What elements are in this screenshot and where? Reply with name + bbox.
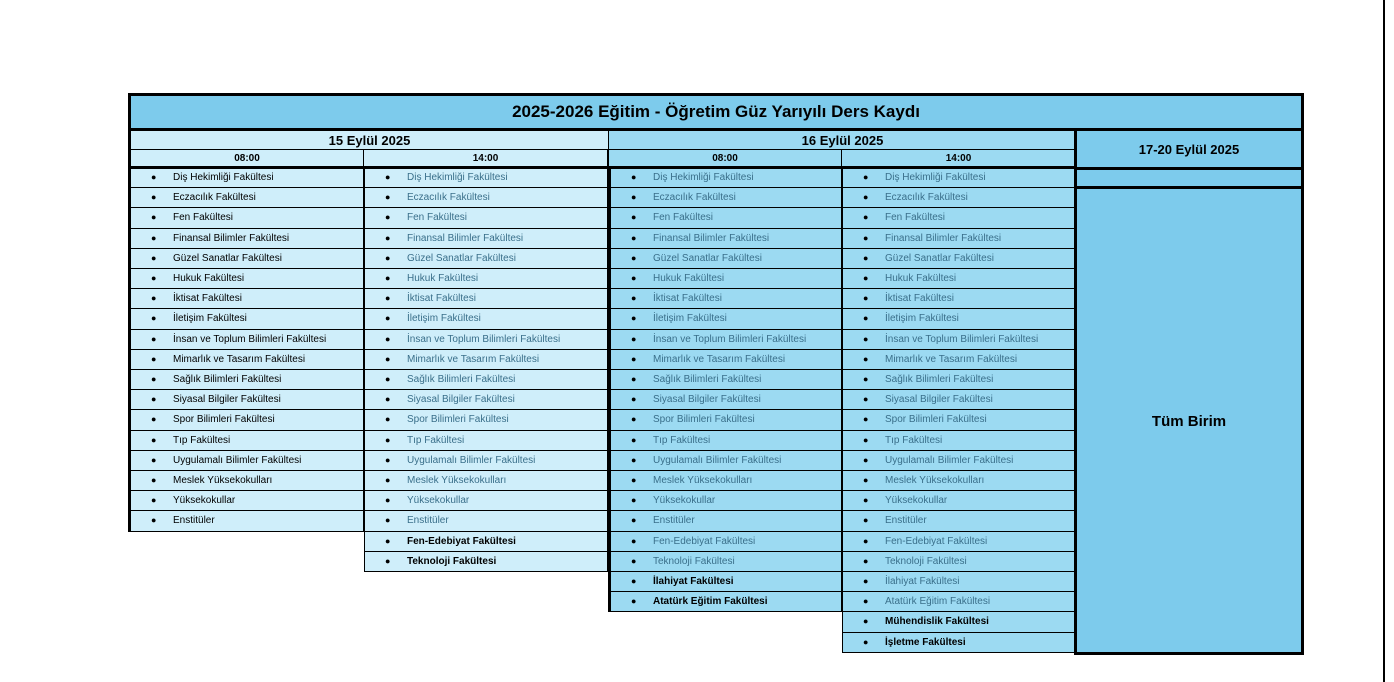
list-item	[843, 532, 1075, 552]
list-item	[365, 370, 607, 390]
list-item	[131, 168, 363, 188]
list-item	[365, 229, 607, 249]
list-item	[843, 249, 1075, 269]
bullet-icon: ●	[631, 192, 637, 203]
list-item	[131, 330, 363, 350]
time-header-d1-1400: 14:00	[364, 150, 608, 167]
faculty-name: Spor Bilimleri Fakültesi	[407, 414, 509, 426]
list-item	[611, 350, 841, 370]
faculty-name: Yüksekokullar	[653, 495, 716, 507]
faculty-name: Finansal Bilimler Fakültesi	[407, 232, 524, 244]
page-right-rule	[1383, 0, 1385, 682]
bullet-icon: ●	[863, 495, 869, 506]
faculty-name: Enstitüler	[885, 515, 927, 527]
bullet-icon: ●	[863, 333, 869, 344]
faculty-name: Yüksekokullar	[173, 495, 236, 507]
list-item	[843, 188, 1075, 208]
faculty-name: İktisat Fakültesi	[173, 293, 242, 305]
faculty-name: Diş Hekimliği Fakültesi	[653, 172, 754, 184]
faculty-name: Uygulamalı Bilimler Fakültesi	[407, 454, 536, 466]
faculty-name: Enstitüler	[173, 515, 215, 527]
bullet-icon: ●	[863, 576, 869, 587]
all-units-label: Tüm Birim	[1076, 189, 1302, 654]
header-rule	[128, 166, 1076, 169]
bullet-icon: ●	[385, 293, 391, 304]
list-item	[611, 552, 841, 572]
bullet-icon: ●	[385, 172, 391, 183]
bullet-icon: ●	[385, 454, 391, 465]
list-item	[843, 511, 1075, 531]
faculty-name: Teknoloji Fakültesi	[885, 555, 967, 567]
list-item	[611, 289, 841, 309]
list-item	[843, 229, 1075, 249]
list-item	[131, 491, 363, 511]
faculty-name: Siyasal Bilgiler Fakültesi	[653, 394, 761, 406]
date-header-day2: 16 Eylül 2025	[608, 131, 1076, 150]
faculty-name: Mimarlık ve Tasarım Fakültesi	[653, 353, 786, 365]
table-right-border	[1301, 93, 1304, 655]
bullet-icon: ●	[631, 333, 637, 344]
list-item	[843, 269, 1075, 289]
bullet-icon: ●	[863, 616, 869, 627]
bullet-icon: ●	[863, 515, 869, 526]
bullet-icon: ●	[385, 414, 391, 425]
bullet-icon: ●	[151, 454, 157, 465]
bullet-icon: ●	[863, 374, 869, 385]
bullet-icon: ●	[631, 273, 637, 284]
bullet-icon: ●	[863, 555, 869, 566]
day3-bottom-rule	[1076, 652, 1304, 655]
list-item	[611, 511, 841, 531]
list-item	[611, 249, 841, 269]
faculty-name: Mimarlık ve Tasarım Fakültesi	[407, 353, 540, 365]
list-item	[365, 390, 607, 410]
list-item	[843, 572, 1075, 592]
faculty-name: Sağlık Bilimleri Fakültesi	[173, 374, 282, 386]
list-item	[843, 330, 1075, 350]
faculty-name: Teknoloji Fakültesi	[653, 555, 735, 567]
bullet-icon: ●	[151, 172, 157, 183]
bullet-icon: ●	[863, 596, 869, 607]
list-item	[365, 309, 607, 329]
list-item	[843, 592, 1075, 612]
faculty-name: Fen Fakültesi	[885, 212, 946, 224]
bullet-icon: ●	[631, 374, 637, 385]
bullet-icon: ●	[863, 535, 869, 546]
bullet-icon: ●	[385, 434, 391, 445]
bullet-icon: ●	[631, 475, 637, 486]
list-item	[611, 229, 841, 249]
bullet-icon: ●	[631, 535, 637, 546]
list-item	[611, 410, 841, 430]
faculty-name: Eczacılık Fakültesi	[653, 192, 736, 204]
list-item	[611, 188, 841, 208]
bullet-icon: ●	[385, 475, 391, 486]
list-item	[131, 431, 363, 451]
list-item	[365, 208, 607, 228]
time-header-d2-0800: 08:00	[608, 150, 842, 167]
list-item	[843, 552, 1075, 572]
list-item	[131, 390, 363, 410]
list-item	[843, 168, 1075, 188]
bullet-icon: ●	[863, 273, 869, 284]
faculty-name: Spor Bilimleri Fakültesi	[173, 414, 275, 426]
bullet-icon: ●	[151, 313, 157, 324]
bullet-icon: ●	[151, 232, 157, 243]
faculty-name: Siyasal Bilgiler Fakültesi	[173, 394, 281, 406]
bullet-icon: ●	[863, 313, 869, 324]
day3-left-border	[1074, 131, 1077, 655]
list-item	[843, 289, 1075, 309]
faculty-name: İletişim Fakültesi	[885, 313, 959, 325]
column-d1-1400	[364, 168, 608, 572]
bullet-icon: ●	[631, 313, 637, 324]
bullet-icon: ●	[863, 434, 869, 445]
time-header-d2-1400: 14:00	[842, 150, 1076, 167]
list-item	[365, 511, 607, 531]
faculty-name: Eczacılık Fakültesi	[885, 192, 968, 204]
list-item	[365, 330, 607, 350]
bullet-icon: ●	[631, 212, 637, 223]
bullet-icon: ●	[385, 394, 391, 405]
bullet-icon: ●	[151, 515, 157, 526]
list-item	[365, 269, 607, 289]
faculty-name: İletişim Fakültesi	[407, 313, 481, 325]
list-item	[843, 491, 1075, 511]
list-item	[611, 451, 841, 471]
list-item	[131, 208, 363, 228]
list-item	[131, 289, 363, 309]
list-item	[365, 451, 607, 471]
faculty-name: Sağlık Bilimleri Fakültesi	[653, 374, 762, 386]
bullet-icon: ●	[863, 252, 869, 263]
faculty-name: Fen-Edebiyat Fakültesi	[653, 535, 756, 547]
faculty-name: Meslek Yüksekokulları	[885, 475, 985, 487]
faculty-name: İktisat Fakültesi	[407, 293, 476, 305]
bullet-icon: ●	[863, 394, 869, 405]
bullet-icon: ●	[631, 252, 637, 263]
day3-rule-1	[1076, 167, 1304, 170]
faculty-name: Teknoloji Fakültesi	[407, 555, 497, 567]
list-item	[843, 410, 1075, 430]
faculty-name: Atatürk Eğitim Fakültesi	[885, 596, 991, 608]
bullet-icon: ●	[863, 454, 869, 465]
faculty-name: Atatürk Eğitim Fakültesi	[653, 596, 768, 608]
list-item	[365, 491, 607, 511]
bullet-icon: ●	[151, 333, 157, 344]
bullet-icon: ●	[151, 293, 157, 304]
bullet-icon: ●	[151, 374, 157, 385]
faculty-name: Siyasal Bilgiler Fakültesi	[885, 394, 993, 406]
bullet-icon: ●	[385, 333, 391, 344]
faculty-name: Güzel Sanatlar Fakültesi	[407, 252, 516, 264]
faculty-name: İktisat Fakültesi	[885, 293, 954, 305]
list-item	[611, 471, 841, 491]
list-item	[611, 491, 841, 511]
bullet-icon: ●	[385, 353, 391, 364]
bullet-icon: ●	[385, 495, 391, 506]
list-item	[131, 370, 363, 390]
bullet-icon: ●	[151, 212, 157, 223]
faculty-name: Fen-Edebiyat Fakültesi	[885, 535, 988, 547]
list-item	[611, 370, 841, 390]
faculty-name: Uygulamalı Bilimler Fakültesi	[885, 454, 1014, 466]
faculty-name: İlahiyat Fakültesi	[653, 576, 734, 588]
list-item	[843, 370, 1075, 390]
bullet-icon: ●	[151, 353, 157, 364]
bullet-icon: ●	[151, 495, 157, 506]
list-item	[365, 249, 607, 269]
bullet-icon: ●	[151, 475, 157, 486]
list-item	[365, 168, 607, 188]
list-item	[131, 451, 363, 471]
faculty-name: Hukuk Fakültesi	[885, 273, 957, 285]
faculty-name: Mimarlık ve Tasarım Fakültesi	[885, 353, 1018, 365]
bullet-icon: ●	[863, 212, 869, 223]
list-item	[131, 249, 363, 269]
bullet-icon: ●	[631, 353, 637, 364]
faculty-name: İletişim Fakültesi	[653, 313, 727, 325]
faculty-name: Spor Bilimleri Fakültesi	[885, 414, 987, 426]
bullet-icon: ●	[863, 475, 869, 486]
date-header-day1: 15 Eylül 2025	[128, 131, 608, 150]
faculty-name: İnsan ve Toplum Bilimleri Fakültesi	[407, 333, 561, 345]
column-d1-0800	[128, 168, 364, 532]
bullet-icon: ●	[631, 172, 637, 183]
day3-rule-2	[1076, 186, 1304, 189]
bullet-icon: ●	[385, 515, 391, 526]
bullet-icon: ●	[385, 192, 391, 203]
bullet-icon: ●	[385, 555, 391, 566]
list-item	[131, 188, 363, 208]
list-item	[131, 511, 363, 531]
faculty-name: Eczacılık Fakültesi	[173, 192, 256, 204]
list-item	[365, 471, 607, 491]
list-item	[611, 208, 841, 228]
list-item	[611, 592, 841, 612]
bullet-icon: ●	[631, 454, 637, 465]
bullet-icon: ●	[863, 414, 869, 425]
list-item	[365, 289, 607, 309]
list-item	[131, 269, 363, 289]
faculty-name: Mühendislik Fakültesi	[885, 616, 989, 628]
list-item	[131, 410, 363, 430]
list-item	[611, 269, 841, 289]
list-item	[131, 229, 363, 249]
bullet-icon: ●	[863, 353, 869, 364]
list-item	[131, 350, 363, 370]
list-item	[365, 431, 607, 451]
bullet-icon: ●	[385, 273, 391, 284]
bullet-icon: ●	[863, 232, 869, 243]
list-item	[131, 471, 363, 491]
faculty-name: Uygulamalı Bilimler Fakültesi	[173, 454, 302, 466]
bullet-icon: ●	[385, 374, 391, 385]
list-item	[131, 309, 363, 329]
list-item	[843, 309, 1075, 329]
bullet-icon: ●	[863, 293, 869, 304]
faculty-name: Fen Fakültesi	[407, 212, 468, 224]
faculty-name: Finansal Bilimler Fakültesi	[885, 232, 1002, 244]
list-item	[843, 612, 1075, 632]
list-item	[365, 410, 607, 430]
bullet-icon: ●	[631, 555, 637, 566]
faculty-name: Uygulamalı Bilimler Fakültesi	[653, 454, 782, 466]
bullet-icon: ●	[631, 576, 637, 587]
bullet-icon: ●	[631, 414, 637, 425]
faculty-name: Yüksekokullar	[407, 495, 470, 507]
list-item	[611, 390, 841, 410]
bullet-icon: ●	[631, 232, 637, 243]
faculty-name: Meslek Yüksekokulları	[173, 475, 273, 487]
faculty-name: Yüksekokullar	[885, 495, 948, 507]
bullet-icon: ●	[385, 232, 391, 243]
bullet-icon: ●	[151, 252, 157, 263]
faculty-name: Finansal Bilimler Fakültesi	[173, 232, 290, 244]
bullet-icon: ●	[631, 293, 637, 304]
bullet-icon: ●	[385, 313, 391, 324]
list-item	[843, 390, 1075, 410]
faculty-name: İşletme Fakültesi	[885, 636, 966, 648]
faculty-name: Tıp Fakültesi	[407, 434, 465, 446]
faculty-name: İnsan ve Toplum Bilimleri Fakültesi	[885, 333, 1039, 345]
bullet-icon: ●	[151, 273, 157, 284]
faculty-name: Fen Fakültesi	[173, 212, 234, 224]
faculty-name: Spor Bilimleri Fakültesi	[653, 414, 755, 426]
list-item	[611, 330, 841, 350]
bullet-icon: ●	[863, 192, 869, 203]
list-item	[843, 471, 1075, 491]
list-item	[843, 633, 1075, 653]
bullet-icon: ●	[631, 434, 637, 445]
faculty-name: İletişim Fakültesi	[173, 313, 247, 325]
list-item	[365, 532, 607, 552]
faculty-name: Güzel Sanatlar Fakültesi	[173, 252, 282, 264]
faculty-name: Hukuk Fakültesi	[173, 273, 245, 285]
faculty-name: Sağlık Bilimleri Fakültesi	[407, 374, 516, 386]
faculty-name: Diş Hekimliği Fakültesi	[173, 172, 274, 184]
date-header-day3: 17-20 Eylül 2025	[1076, 131, 1302, 167]
time-header-d1-0800: 08:00	[128, 150, 364, 167]
list-item	[611, 431, 841, 451]
faculty-name: Tıp Fakültesi	[173, 434, 231, 446]
faculty-name: Güzel Sanatlar Fakültesi	[653, 252, 762, 264]
bullet-icon: ●	[385, 252, 391, 263]
bullet-icon: ●	[631, 495, 637, 506]
bullet-icon: ●	[631, 394, 637, 405]
faculty-name: Eczacılık Fakültesi	[407, 192, 490, 204]
faculty-name: Fen-Edebiyat Fakültesi	[407, 535, 516, 547]
faculty-name: Diş Hekimliği Fakültesi	[407, 172, 508, 184]
faculty-name: Fen Fakültesi	[653, 212, 714, 224]
list-item	[365, 552, 607, 572]
bullet-icon: ●	[385, 212, 391, 223]
list-item	[365, 350, 607, 370]
column-d2-0800	[608, 168, 842, 612]
day3-spacer	[1076, 168, 1302, 187]
list-item	[843, 208, 1075, 228]
faculty-name: Meslek Yüksekokulları	[653, 475, 753, 487]
faculty-name: Tıp Fakültesi	[653, 434, 711, 446]
schedule-title: 2025-2026 Eğitim - Öğretim Güz Yarıyılı Ders Kaydı	[128, 93, 1304, 131]
faculty-name: Enstitüler	[653, 515, 695, 527]
faculty-name: Meslek Yüksekokulları	[407, 475, 507, 487]
faculty-name: İnsan ve Toplum Bilimleri Fakültesi	[653, 333, 807, 345]
bullet-icon: ●	[151, 434, 157, 445]
faculty-name: Siyasal Bilgiler Fakültesi	[407, 394, 515, 406]
bullet-icon: ●	[151, 394, 157, 405]
list-item	[611, 309, 841, 329]
bullet-icon: ●	[151, 414, 157, 425]
faculty-name: İktisat Fakültesi	[653, 293, 722, 305]
bullet-icon: ●	[863, 636, 869, 647]
list-item	[611, 168, 841, 188]
faculty-name: Finansal Bilimler Fakültesi	[653, 232, 770, 244]
bullet-icon: ●	[863, 172, 869, 183]
bullet-icon: ●	[631, 596, 637, 607]
faculty-name: Sağlık Bilimleri Fakültesi	[885, 374, 994, 386]
faculty-name: İnsan ve Toplum Bilimleri Fakültesi	[173, 333, 327, 345]
bullet-icon: ●	[385, 535, 391, 546]
bullet-icon: ●	[151, 192, 157, 203]
column-d2-1400	[842, 168, 1076, 653]
list-item	[843, 431, 1075, 451]
list-item	[843, 451, 1075, 471]
bullet-icon: ●	[631, 515, 637, 526]
faculty-name: Hukuk Fakültesi	[407, 273, 479, 285]
faculty-name: Mimarlık ve Tasarım Fakültesi	[173, 353, 306, 365]
faculty-name: Güzel Sanatlar Fakültesi	[885, 252, 994, 264]
list-item	[843, 350, 1075, 370]
faculty-name: Tıp Fakültesi	[885, 434, 943, 446]
list-item	[611, 532, 841, 552]
list-item	[611, 572, 841, 592]
faculty-name: Diş Hekimliği Fakültesi	[885, 172, 986, 184]
list-item	[365, 188, 607, 208]
faculty-name: Enstitüler	[407, 515, 449, 527]
faculty-name: İlahiyat Fakültesi	[885, 576, 960, 588]
faculty-name: Hukuk Fakültesi	[653, 273, 725, 285]
